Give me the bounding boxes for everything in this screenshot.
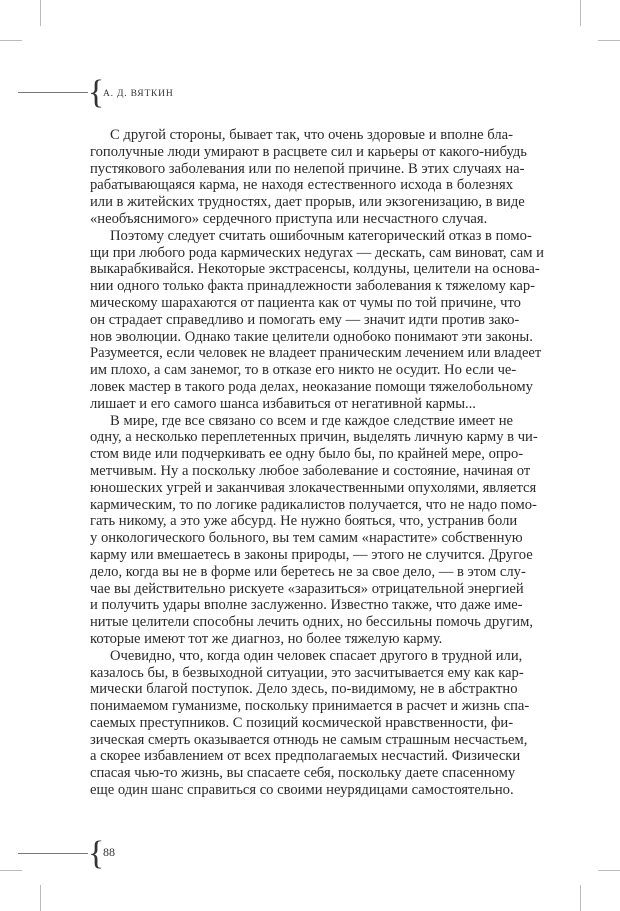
text-line: щи при любого рода кармических недугах — дескать, сам виноват, сам и — [90, 244, 544, 261]
text-line: нов эволюции. Однако такие целители однобоко понимают эти законы. — [90, 328, 533, 345]
text-line: дело, когда вы не в форме или беретесь не за свое дело, — в этом слу- — [90, 563, 526, 580]
footer-rule — [18, 853, 88, 854]
text-line: кармическим, то по логике радикалистов получается, что не надо помо- — [90, 496, 537, 513]
crop-mark — [40, 0, 41, 26]
paragraph — [90, 227, 544, 413]
text-line: и получить удары вполне заслуженно. Известно также, что даже име- — [90, 597, 523, 614]
text-line: «необъяснимого» сердечного приступа или несчастного случая. — [90, 210, 488, 227]
text-line: С другой стороны, бывает так, что очень здоровые и вполне бла- — [110, 127, 513, 143]
text-line: саемых преступников. С позиций космической нравственности, фи- — [90, 714, 514, 731]
crop-mark — [580, 885, 581, 911]
text-line: Очевидно, что, когда один человек спасает другого в трудной или, — [110, 647, 523, 664]
paragraph — [90, 412, 538, 648]
text-line: юношеских угрей и заканчивая злокачественными опухолями, является — [90, 479, 537, 496]
text-line: мически благой поступок. Дело здесь, по-видимому, не в абстрактно — [90, 681, 518, 698]
text-line: нитые целители способны лечить одних, но бессильны помочь другим, — [90, 614, 533, 631]
crop-mark — [598, 870, 620, 871]
paragraph — [90, 647, 530, 799]
running-title: А. Д. ВЯТКИН — [103, 89, 174, 99]
text-line: нии одного только факта принадлежности заболевания к тяжелому кар- — [90, 278, 536, 295]
text-line: у онкологического больного, вы тем самим «нарастите» собственную — [90, 530, 523, 547]
text-line: одну, а несколько переплетенных причин, выделять личную карму в чи- — [90, 429, 538, 446]
text-line: спасая чью-то жизнь, вы спасаете себя, поскольку даете спасенному — [90, 765, 516, 782]
text-line: В мире, где все связано со всем и где каждое следствие имеет не — [110, 412, 513, 429]
text-line: ловек мастер в такого рода делах, неоказание помощи тяжелобольному — [90, 378, 533, 395]
crop-mark — [0, 40, 22, 41]
text-line: гать никому, а это уже абсурд. Не нужно бояться, что, устранив боли — [90, 513, 518, 530]
text-line: карму или вмешаетесь в законы природы, — этого не случится. Другое — [90, 546, 533, 563]
text-line: Разумеется, если человек не владеет праническим лечением или владеет — [90, 345, 542, 362]
text-line: а скорее избавлением от всех предполагаемых несчастий. Физически — [90, 748, 521, 765]
text-line: пустякового заболевания или по нелепой причине. В этих случаях на- — [90, 160, 525, 177]
text-line: или в житейских трудностях, дает прорыв, или экзогенизацию, в виде — [90, 194, 525, 211]
crop-mark — [598, 40, 620, 41]
text-line: гополучные люди умирают в расцвете сил и карьеры от какого-нибудь — [90, 143, 527, 160]
text-line: рабатывающаяся карма, не находя естественного исхода в болезнях — [90, 177, 513, 194]
header-rule — [18, 92, 88, 93]
text-line: им плохо, а сам занемог, то в отказе его никто не осудит. Но если че- — [90, 362, 517, 379]
crop-mark — [40, 885, 41, 911]
text-line: понимаемом гуманизме, поскольку принимается в расчет и жизнь спа- — [90, 698, 530, 715]
text-line: зическая смерть оказывается отнюдь не самым страшным несчастьем, — [90, 731, 528, 748]
header-brace-ornament: { — [88, 74, 105, 111]
text-line: Поэтому следует считать ошибочным категорический отказ в помо- — [110, 227, 532, 244]
text-line: стом виде или подчеркивать ее одну было бы, по крайней мере, опро- — [90, 446, 524, 463]
crop-mark — [0, 870, 22, 871]
text-line: выкарабкивайся. Некоторые экстрасенсы, колдуны, целители на основа- — [90, 261, 540, 278]
body-text — [90, 127, 544, 799]
text-line: лишает и его самого шанса избавиться от негативной кармы... — [90, 395, 476, 412]
page-number: 88 — [103, 845, 115, 859]
paragraph — [90, 127, 527, 228]
footer-brace-ornament: { — [88, 835, 105, 872]
text-line: казалось бы, в безвыходной ситуации, это засчитывается ему как кар- — [90, 664, 524, 681]
text-line: он страдает справедливо и помогать ему — значит идти против зако- — [90, 311, 520, 328]
text-line: еще один шанс справиться со своими неурядицами самостоятельно. — [90, 782, 514, 799]
text-line: чае вы действительно рискуете «заразиться» отрицательной энергией — [90, 580, 524, 597]
text-line: которые имеют тот же диагноз, но более тяжелую карму. — [90, 630, 443, 647]
crop-mark — [580, 0, 581, 26]
text-line: мическому шарахаются от пациента как от чумы по той причине, что — [90, 294, 521, 311]
text-line: метчивым. Ну а поскольку любое заболевание и состояние, начиная от — [90, 462, 531, 479]
